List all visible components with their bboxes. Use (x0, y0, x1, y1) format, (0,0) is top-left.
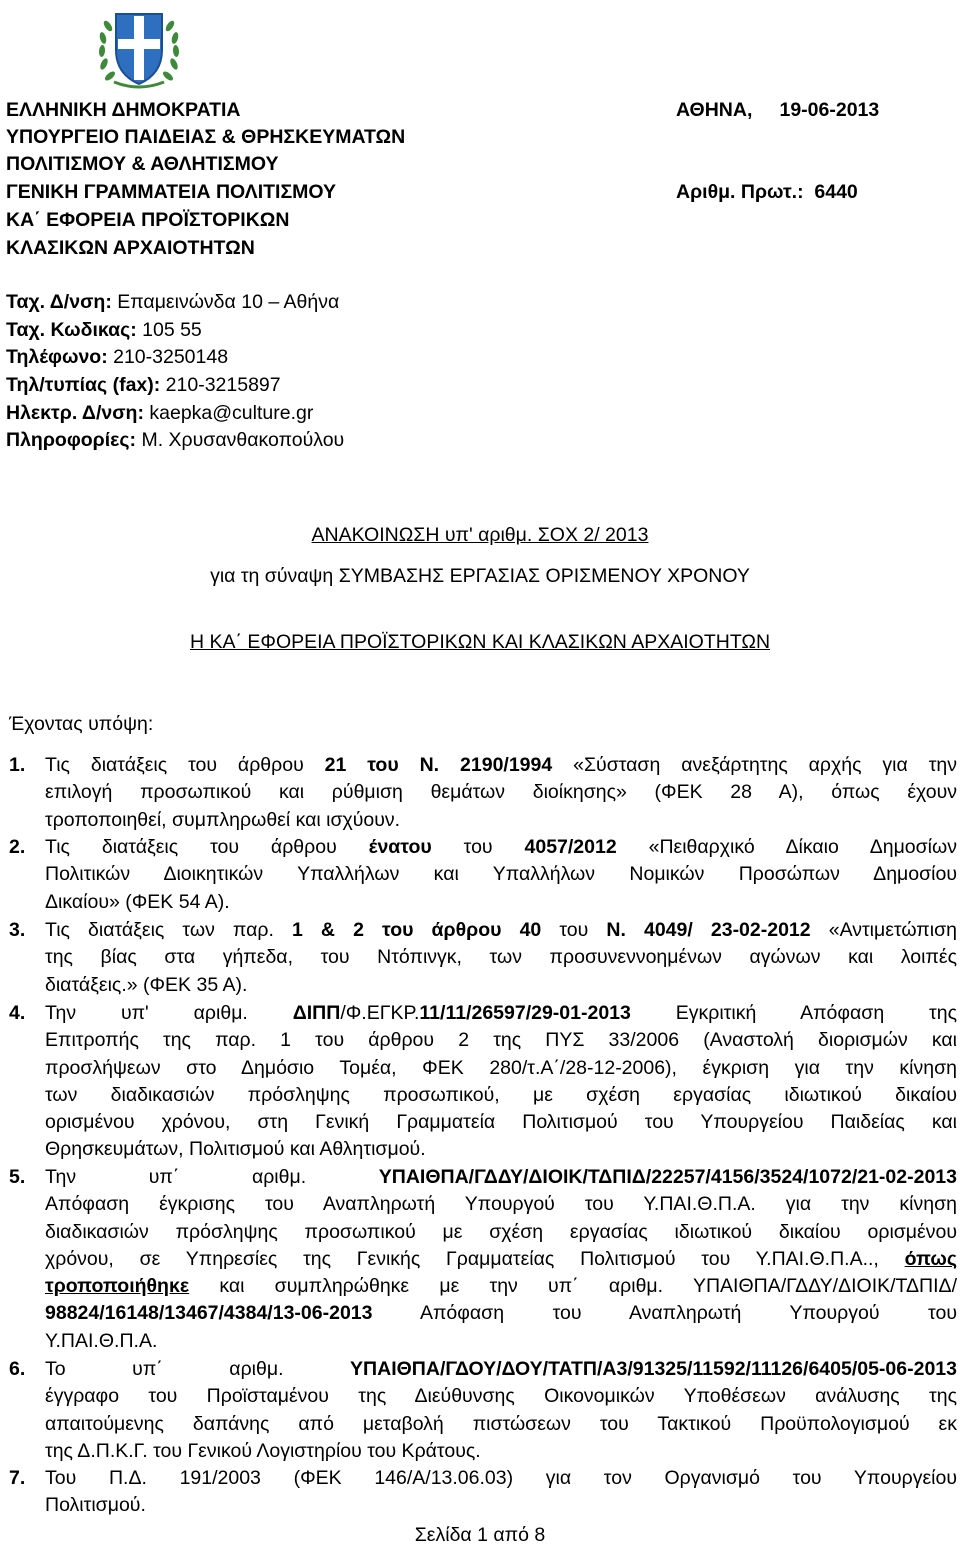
text-run: Πολιτικών Διοικητικών Υπαλλήλων και Υπαλλήλων Νομικών Προσώπων Δημοσίου (45, 863, 957, 886)
text-run: Τις διατάξεις του άρθρου (45, 754, 325, 776)
text-run (439, 754, 460, 776)
contact-address: Ταχ. Δ/νση: Επαμεινώνδα 10 – Αθήνα (6, 291, 340, 313)
paragraph-line (45, 862, 957, 889)
header-secretariat: ΓΕΝΙΚΗ ΓΡΑΜΜΑΤΕΙΑ ΠΟΛΙΤΙΣΜΟΥ (6, 181, 337, 203)
text-run: Πολιτισμού. (45, 1494, 146, 1517)
text-run: Δικαίου» (ΦΕΚ 54 Α). (45, 890, 230, 913)
paragraph-line (45, 918, 957, 945)
place-date: ΑΘΗΝΑ, 19-06-2013 (676, 99, 880, 121)
issuing-authority: Η ΚΑ΄ ΕΦΟΡΕΙΑ ΠΡΟΪΣΤΟΡΙΚΩΝ ΚΑΙ ΚΛΑΣΙΚΩΝ ΑΡΧΑΙΟΤΗΤΩΝ (189, 631, 771, 653)
text-run: χρόνου, σε Υπηρεσίες της Γενικής Γραμματείας Πολιτισμού του Υ.ΠΑΙ.Θ.Π.Α.., (45, 1247, 905, 1270)
contact-email: Ηλεκτρ. Δ/νση: kaepka@culture.gr (6, 402, 314, 424)
item-2 (45, 835, 957, 917)
item-number: 4. (9, 1002, 26, 1024)
paragraph-line (45, 1301, 957, 1328)
text-run: Υ.ΠΑΙ.Θ.Π.Α. (45, 1329, 158, 1352)
text-run: Το υπ΄ αριθμ. (45, 1358, 351, 1380)
paragraph-line (45, 1028, 957, 1055)
text-run: ΥΠΑΙΘΠΑ/ΓΔΔΥ/ΔΙΟΙΚ/ΤΔΠΙΔ/22257/4156/3524/1072/21-02-2013 (378, 1166, 957, 1188)
paragraph-line (45, 1137, 957, 1164)
text-run: ΥΠΑΙΘΠΑ/ΓΔΟΥ/ΔΟΥ/ΤΑΤΠ/Α3/91325/11592/11126/6405/05-06-2013 (350, 1358, 957, 1380)
text-run: 4057/2012 (524, 836, 617, 858)
text-run: του (541, 919, 607, 941)
paragraph-line (45, 973, 957, 1000)
text-run: Του Π.Δ. 191/2003 (ΦΕΚ 146/Α/13.06.03) για τον Οργανισμό του Υπουργείου (45, 1467, 957, 1489)
item-number: 6. (9, 1358, 26, 1380)
announcement-subtitle: για τη σύναψη ΣΥΜΒΑΣΗΣ ΕΡΓΑΣΙΑΣ ΟΡΙΣΜΕΝΟΥ ΧΡΟΝΟΥ (210, 565, 750, 587)
text-run: Τις διατάξεις των παρ. (45, 919, 292, 941)
paragraph-line (45, 780, 957, 807)
text-run: επιλογή προσωπικού και ρύθμιση θεμάτων διοίκησης» (ΦΕΚ 28 Α), όπως έχουν (45, 781, 957, 804)
header-ministry: ΥΠΟΥΡΓΕΙΟ ΠΑΙΔΕΙΑΣ & ΘΡΗΣΚΕΥΜΑΤΩΝ (6, 126, 406, 148)
text-run: «Πειθαρχικό Δίκαιο Δημοσίων (616, 836, 957, 858)
item-number: 3. (9, 919, 26, 941)
text-run: /Φ.ΕΓΚΡ. (340, 1002, 420, 1024)
paragraph-line (45, 1083, 957, 1110)
text-run: 21 του Ν. (324, 754, 440, 776)
item-6 (45, 1357, 957, 1466)
paragraph-line (45, 1165, 957, 1192)
text-run: των διαδικασιών πρόσληψης προσωπικού, με σχέση εργασίας ιδιωτικού δικαίου (45, 1083, 957, 1106)
paragraph-line (45, 1247, 957, 1274)
text-run: της Δ.Π.Κ.Γ. του Γενικού Λογιστηρίου του Κράτους. (45, 1439, 481, 1462)
paragraph-line (45, 1274, 957, 1301)
paragraph-line (45, 1220, 957, 1247)
text-run: όπως (904, 1247, 957, 1270)
text-run: προσλήψεων στο Δημόσιο Τομέα, ΦΕΚ 280/τ.Α΄/28-12-2006), έγκριση για την κίνηση (45, 1056, 957, 1079)
text-run: ένατου (368, 836, 432, 858)
header-ministry-cont: ΠΟΛΙΤΙΣΜΟΥ & ΑΘΛΗΤΙΣΜΟΥ (6, 153, 279, 175)
paragraph-line (45, 1329, 957, 1356)
item-number: 1. (9, 754, 26, 776)
paragraph-line (45, 753, 957, 780)
text-run: του (431, 836, 525, 858)
paragraph-line (45, 1439, 957, 1466)
paragraph-line (45, 945, 957, 972)
text-run: 2190/1994 (460, 754, 553, 776)
text-run: Απόφαση έγκρισης του Αναπληρωτή Υπουργού του Υ.ΠΑΙ.Θ.Π.Α. για την κίνηση (45, 1193, 957, 1216)
text-run: 98824/16148/13467/4384/13-06-2013 (45, 1302, 373, 1325)
item-3 (45, 918, 957, 1000)
header-ephorate: ΚΑ΄ ΕΦΟΡΕΙΑ ΠΡΟΪΣΤΟΡΙΚΩΝ (6, 209, 290, 231)
contact-fax: Τηλ/τυπίας (fax): 210-3215897 (6, 374, 281, 396)
text-run: διαδικασιών πρόσληψης προσωπικού με σχέση εργασίας ιδιωτικού δικαίου ορισμένου (45, 1220, 957, 1243)
paragraph-line (45, 1412, 957, 1439)
text-run: και συμπληρώθηκε με την υπ΄ αριθμ. ΥΠΑΙΘΠΑ/ΓΔΔΥ/ΔΙΟΙΚ/ΤΔΠΙΔ/ (189, 1275, 957, 1298)
text-run: Επιτροπής της παρ. 1 του άρθρου 2 της ΠΥΣ 33/2006 (Αναστολή διορισμών και (45, 1029, 957, 1052)
paragraph-line (45, 1493, 957, 1520)
coat-of-arms-icon (92, 6, 186, 92)
item-7 (45, 1466, 957, 1521)
text-run: ορισμένου χρόνου, στη Γενική Γραμματεία Πολιτισμού του Υπουργείου Παιδείας και (45, 1111, 957, 1134)
protocol-number: Αριθμ. Πρωτ.: 6440 (676, 181, 858, 203)
item-number: 5. (9, 1166, 26, 1188)
contact-info: Πληροφορίες: Μ. Χρυσανθακοπούλου (6, 429, 345, 451)
text-run: ΔΙΠΠ (292, 1002, 341, 1024)
paragraph-line (45, 890, 957, 917)
text-run: τροποποιήθηκε (45, 1275, 190, 1298)
text-run: Ν. 4049/ 23-02-2012 (606, 919, 811, 941)
text-run: Απόφαση του Αναπληρωτή Υπουργού του (372, 1302, 957, 1325)
paragraph-line (45, 835, 957, 862)
header-country: ΕΛΛΗΝΙΚΗ ΔΗΜΟΚΡΑΤΙΑ (6, 99, 241, 121)
contact-postcode: Ταχ. Κωδικας: 105 55 (6, 319, 202, 341)
header-ephorate-cont: ΚΛΑΣΙΚΩΝ ΑΡΧΑΙΟΤΗΤΩΝ (6, 237, 255, 259)
text-run: τροποποιηθεί, συμπληρωθεί και ισχύουν. (45, 808, 401, 831)
text-run: Θρησκευμάτων, Πολιτισμού και Αθλητισμού. (45, 1138, 426, 1161)
contact-phone: Τηλέφωνο: 210-3250148 (6, 346, 229, 368)
text-run: Τις διατάξεις του άρθρου (45, 836, 369, 858)
page-footer: Σελίδα 1 από 8 (414, 1524, 546, 1546)
text-run: Την υπ΄ αριθμ. (45, 1166, 379, 1188)
text-run: Εγκριτική Απόφαση της (630, 1002, 957, 1024)
paragraph-line (45, 1192, 957, 1219)
item-4 (45, 1001, 957, 1165)
announcement-title: ΑΝΑΚΟΙΝΩΣΗ υπ' αριθμ. ΣΟΧ 2/ 2013 (311, 524, 649, 546)
text-run: 1 & 2 του άρθρου 40 (291, 919, 542, 941)
item-number: 7. (9, 1467, 26, 1489)
paragraph-line (45, 1056, 957, 1083)
text-run: της βίας στα γήπεδα, του Ντόπινγκ, των προσυνεννοημένων αγώνων και λοιπές (45, 946, 957, 969)
item-1 (45, 753, 957, 835)
paragraph-line (45, 1001, 957, 1028)
text-run: 11/11/26597/29-01-2013 (419, 1002, 631, 1024)
paragraph-line (45, 1110, 957, 1137)
paragraph-line (45, 1357, 957, 1384)
text-run: απαιτούμενης δαπάνης από μεταβολή πιστώσεων του Τακτικού Προϋπολογισμού εκ (45, 1412, 957, 1435)
item-number: 2. (9, 836, 26, 858)
paragraph-line (45, 808, 957, 835)
text-run: έγγραφο του Προϊσταμένου της Διεύθυνσης Οικονομικών Υποθέσεων ανάλυσης της (45, 1385, 957, 1408)
text-run: διατάξεις.» (ΦΕΚ 35 Α). (45, 973, 248, 996)
text-run: «Αντιμετώπιση (810, 919, 957, 941)
considering-heading: Έχοντας υπόψη: (9, 713, 154, 735)
paragraph-line (45, 1466, 957, 1493)
paragraph-line (45, 1384, 957, 1411)
text-run: «Σύσταση ανεξάρτητης αρχής για την (552, 754, 957, 776)
item-5 (45, 1165, 957, 1356)
text-run: Την υπ' αριθμ. (45, 1002, 293, 1024)
